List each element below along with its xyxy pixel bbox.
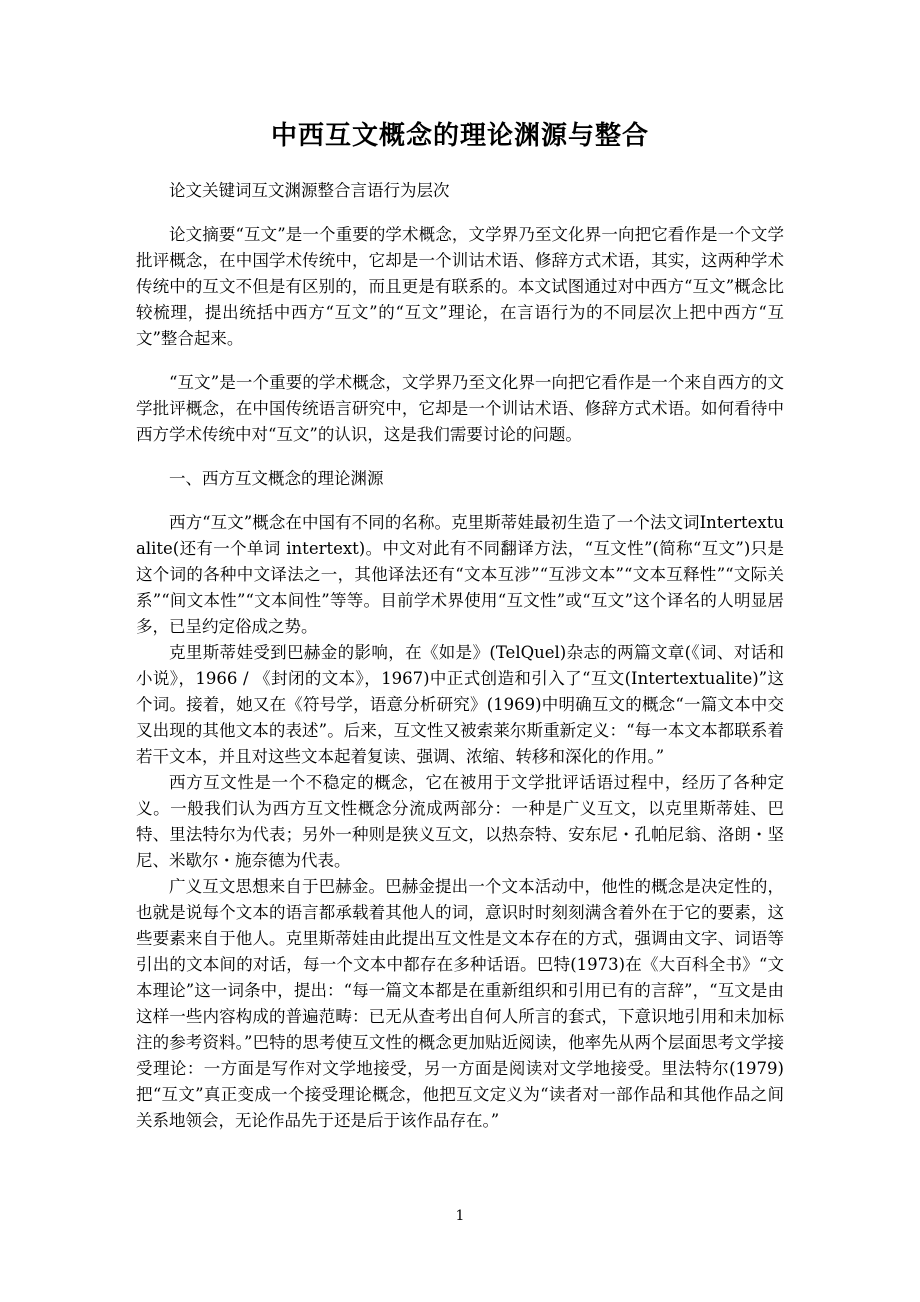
- keywords-line: 论文关键词互文渊源整合言语行为层次: [169, 181, 450, 200]
- abstract-paragraph: 论文摘要“互文”是一个重要的学术概念，文学界乃至文化界一向把它看作是一个文学批评概念，在中国学术传统中，它却是一个训诂术语、修辞方式术语，其实，这两种学术传统中的互文不但是有区别的，而且更是有联系的。本文试图通过对中西方“互文”概念比较梳理，提出统括中西方“互文”的“互文”理论，在言语行为的不同层次上把中西方“互文”整合起来。: [136, 225, 784, 348]
- body-paragraph: 西方互文性是一个不稳定的概念，它在被用于文学批评话语过程中，经历了各种定义。一般我们认为西方互文性概念分流成两部分：一种是广义互文，以克里斯蒂娃、巴特、里法特尔为代表；另外一种则是狭义互文，以热奈特、安东尼・孔帕尼翁、洛朗・坚尼、米歇尔・施奈德为代表。: [136, 773, 784, 870]
- body-paragraph: 西方“互文”概念在中国有不同的名称。克里斯蒂娃最初生造了一个法文词Intertextualite(还有一个单词 intertext)。中文对此有不同翻译方法，“互文性”(简称“互文”)只是这个词的各种中文译法之一，其他译法还有“文本互涉”“互涉文本”“文本互释性”“文际关系”“间文本性”“文本间性”等等。目前学术界使用“互文性”或“互文”这个译名的人明显居多，已呈约定俗成之势。: [136, 513, 784, 636]
- body-paragraph: 广义互文思想来自于巴赫金。巴赫金提出一个文本活动中，他性的概念是决定性的，也就是说每个文本的语言都承载着其他人的词，意识时时刻刻满含着外在于它的要素，这些要素来自于他人。克里斯蒂娃由此提出互文性是文本存在的方式，强调由文字、词语等引出的文本间的对话，每一个文本中都存在多种话语。巴特(1973)在《大百科全书》“文本理论”这一词条中，提出：“每一篇文本都是在重新组织和引用已有的言辞”，“互文是由这样一些内容构成的普遍范畴：已无从查考出自何人所言的套式，下意识地引用和未加标注的参考资料。”巴特的思考使互文性的概念更加贴近阅读，他率先从两个层面思考文学接受理论：一方面是写作对文学地接受，另一方面是阅读对文学地接受。里法特尔(1979)把“互文”真正变成一个接受理论概念，他把互文定义为“读者对一部作品和其他作品之间关系地领会，无论作品先于还是后于该作品存在。”: [136, 877, 784, 1130]
- paper-title: 中西互文概念的理论渊源与整合: [270, 121, 649, 151]
- section-heading: 一、西方互文概念的理论渊源: [169, 469, 384, 488]
- paper-body: [136, 178, 784, 1134]
- body-paragraph: 克里斯蒂娃受到巴赫金的影响，在《如是》(TelQuel)杂志的两篇文章(《词、对话和小说》，1966 / 《封闭的文本》，1967)中正式创造和引入了“互文(Intertextualite)”这个词。接着，她又在《符号学，语意分析研究》(1969)中明确互文的概念“一篇文本中交叉出现的其他文本的表述”。后来，互文性又被索莱尔斯重新定义：“每一本文本都联系着若干文本，并且对这些文本起着复读、强调、浓缩、转移和深化的作用。”: [136, 643, 784, 766]
- page-number: 1: [455, 1208, 465, 1224]
- intro-paragraph: “互文”是一个重要的学术概念，文学界乃至文化界一向把它看作是一个来自西方的文学批评概念，在中国传统语言研究中，它却是一个训诂术语、修辞方式术语。如何看待中西方学术传统中对“互文”的认识，这是我们需要讨论的问题。: [136, 373, 784, 444]
